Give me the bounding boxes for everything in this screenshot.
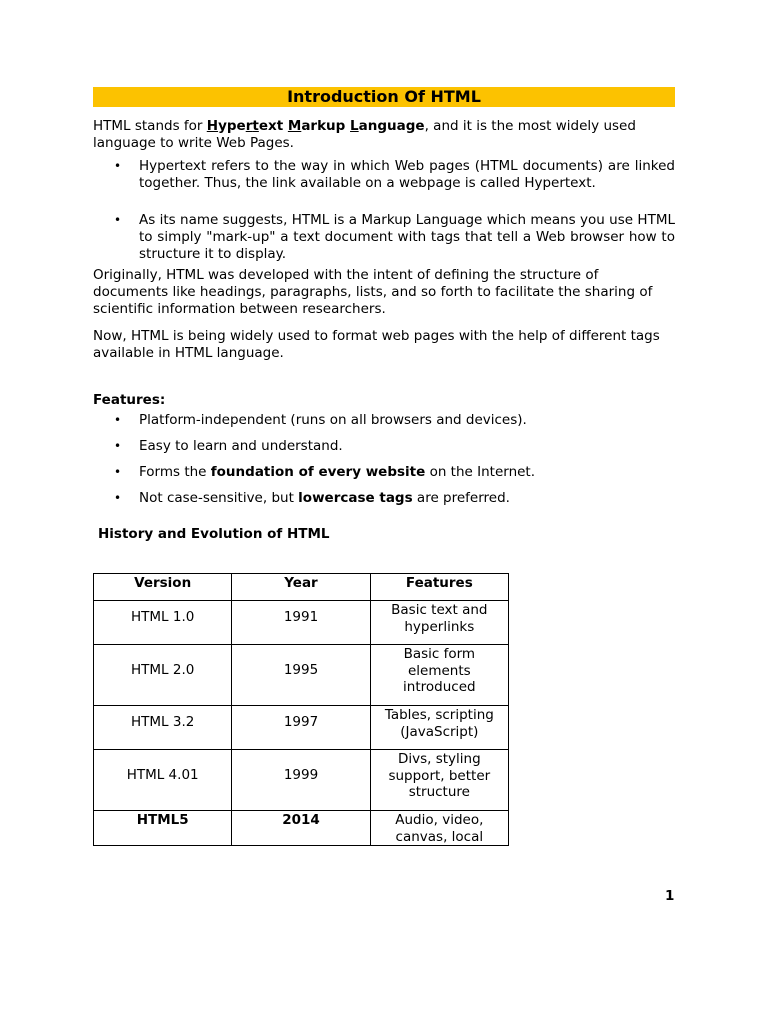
cell-version: HTML5 (94, 811, 232, 846)
acronym-part: ext (258, 118, 288, 134)
feature-text: Platform-independent (runs on all browsers and devices). (139, 412, 527, 428)
cell-year: 1991 (232, 601, 370, 645)
cell-features: Divs, styling support, better structure (370, 750, 508, 811)
acronym-expansion (207, 118, 425, 134)
cell-year: 2014 (232, 811, 370, 846)
cell-version: HTML 4.01 (94, 750, 232, 811)
intro-suffix: , and it is the most widely used language to write Web Pages. (93, 118, 636, 151)
intro-bullet-list (93, 158, 675, 263)
paragraph-origin: Originally, HTML was developed with the intent of defining the structure of documents like headings, paragraphs, lists, and so forth to facilitate the sharing of scientific information between researchers. (93, 267, 653, 317)
list-item-text: Hypertext refers to the way in which Web pages (HTML documents) are linked together. Thus, the link available on a webpage is called Hypertext. (139, 158, 675, 191)
acronym-letter-l: L (350, 118, 359, 134)
table-header-row (94, 574, 509, 601)
list-item (93, 490, 675, 507)
table-row (94, 811, 509, 846)
acronym-part: ype (218, 118, 246, 134)
feature-text: Not case-sensitive, but (139, 490, 299, 506)
acronym-part: arkup (301, 118, 351, 134)
bullet-icon: • (114, 491, 122, 505)
list-item (93, 158, 675, 192)
acronym-part: r (245, 118, 253, 134)
feature-text: are preferred. (412, 490, 510, 506)
column-header-year: Year (232, 574, 370, 601)
cell-features: Tables, scripting (JavaScript) (370, 706, 508, 750)
features-list (93, 412, 675, 507)
history-table (93, 573, 509, 846)
feature-text: Easy to learn and understand. (139, 438, 343, 454)
paragraph-usage: Now, HTML is being widely used to format web pages with the help of different tags available in HTML language. (93, 328, 660, 361)
intro-prefix: HTML stands for (93, 118, 207, 134)
bullet-icon: • (114, 465, 122, 479)
feature-bold: lowercase tags (298, 490, 413, 506)
column-header-version: Version (94, 574, 232, 601)
list-item (93, 212, 675, 263)
page-title: Introduction Of HTML (93, 87, 675, 107)
cell-version: HTML 1.0 (94, 601, 232, 645)
acronym-letter-m: M (287, 118, 302, 134)
feature-text: Forms the (139, 464, 211, 480)
history-heading: History and Evolution of HTML (98, 526, 330, 542)
page-number: 1 (665, 888, 675, 904)
bullet-icon: • (114, 439, 122, 453)
acronym-letter-h: H (206, 118, 219, 134)
cell-features: Audio, video, canvas, local (370, 811, 508, 846)
cell-features: Basic text and hyperlinks (370, 601, 508, 645)
features-heading: Features: (93, 392, 166, 408)
list-item (93, 438, 675, 455)
bullet-icon: • (114, 413, 122, 427)
list-item (93, 412, 675, 429)
list-item (93, 464, 675, 481)
feature-bold: foundation of every website (210, 464, 426, 480)
intro-paragraph (93, 118, 675, 152)
feature-text: on the Internet. (425, 464, 536, 480)
cell-features: Basic form elements introduced (370, 645, 508, 706)
table-row (94, 601, 509, 645)
cell-year: 1995 (232, 645, 370, 706)
cell-year: 1997 (232, 706, 370, 750)
cell-year: 1999 (232, 750, 370, 811)
table-row (94, 706, 509, 750)
bullet-icon: • (114, 213, 122, 227)
table-row (94, 645, 509, 706)
document-page (93, 87, 675, 846)
bullet-icon: • (114, 159, 122, 173)
acronym-letter-t: t (252, 118, 259, 134)
list-item-text: As its name suggests, HTML is a Markup Language which means you use HTML to simply "mark-up" a text document with tags that tell a Web browser how to structure it to display. (139, 212, 675, 262)
cell-version: HTML 2.0 (94, 645, 232, 706)
acronym-part: anguage (358, 118, 425, 134)
column-header-features: Features (370, 574, 508, 601)
table-row (94, 750, 509, 811)
cell-version: HTML 3.2 (94, 706, 232, 750)
